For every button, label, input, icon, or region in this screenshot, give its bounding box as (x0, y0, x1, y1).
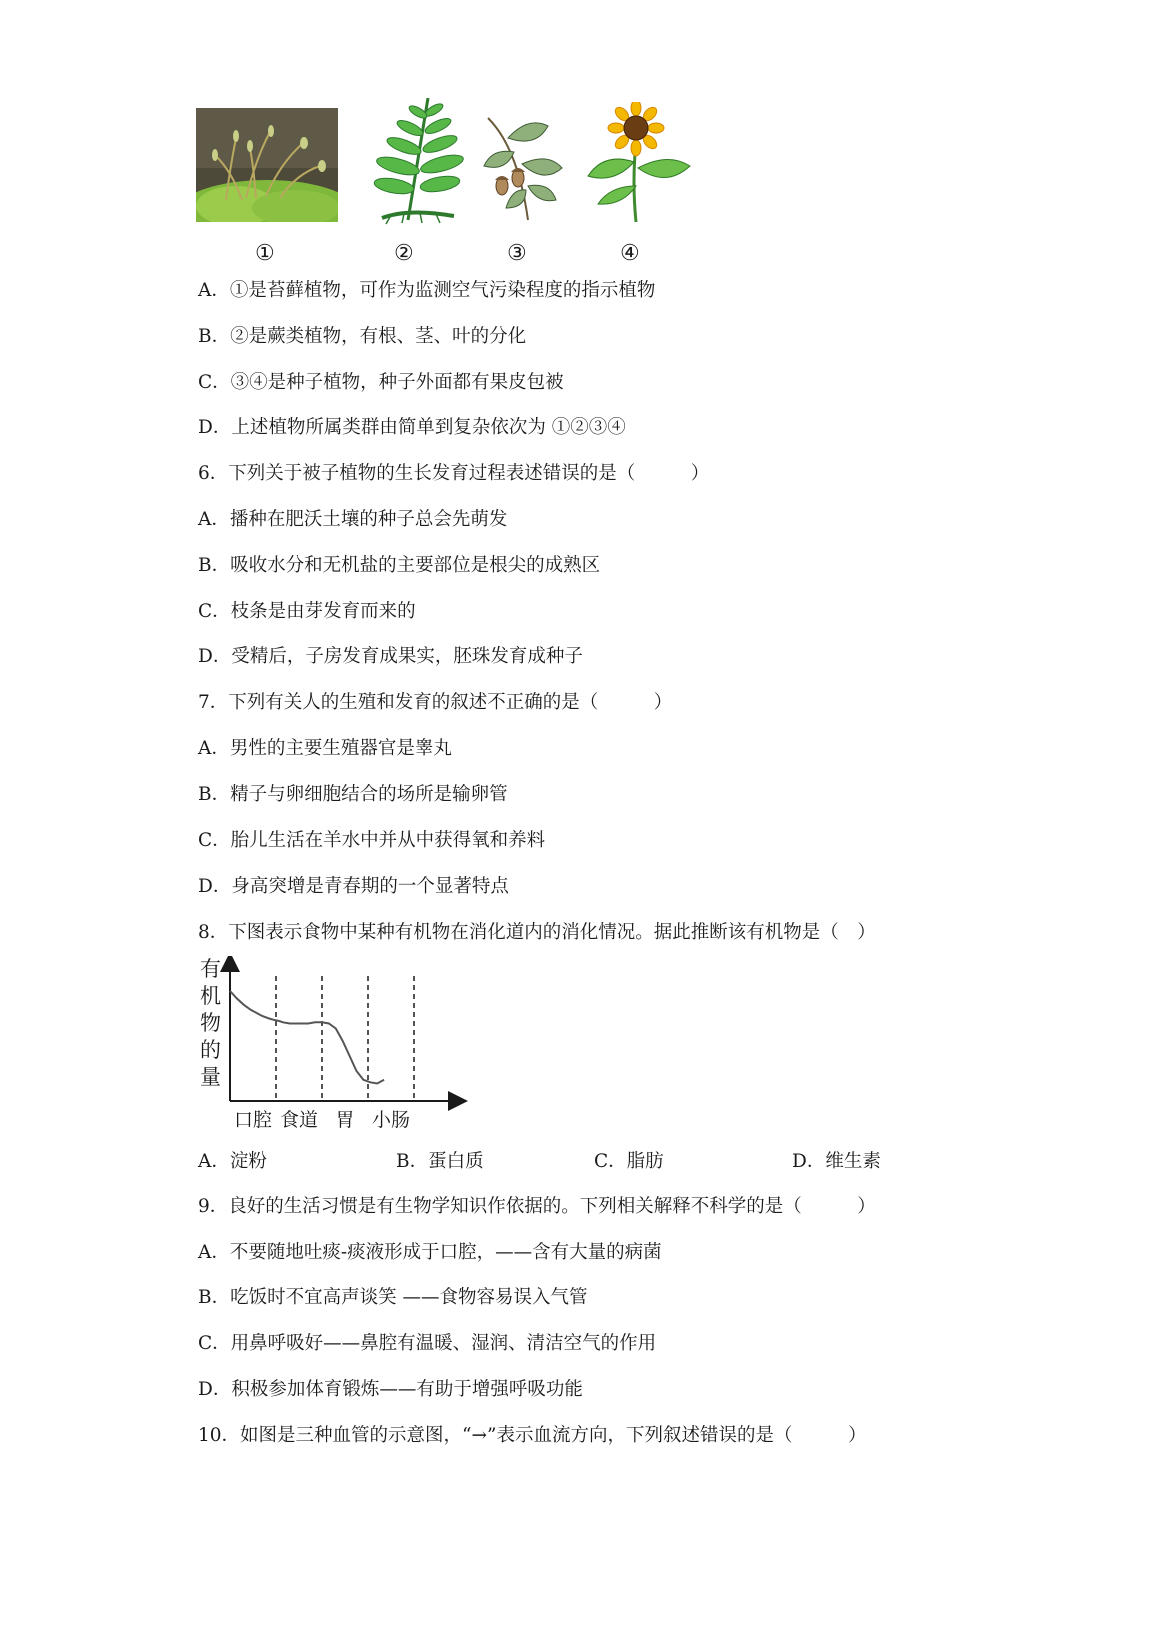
x-tick-label: 胃 (335, 1109, 355, 1131)
ylabel-char: 机 (200, 984, 221, 1008)
q5-option-d[interactable]: D．上述植物所属类群由简单到复杂依次为 ①②③④ (198, 417, 626, 438)
x-tick-label: 食道 (279, 1109, 319, 1131)
plant-label-2: ② (394, 241, 414, 266)
q5-option-a[interactable]: A．①是苔藓植物，可作为监测空气污染程度的指示植物 (198, 280, 656, 301)
q8-options (198, 1150, 918, 1174)
q6-stem: 6．下列关于被子植物的生长发育过程表述错误的是（ ） (198, 463, 710, 484)
x-tick-label: 口腔 (233, 1109, 273, 1131)
fern-icon (368, 90, 473, 225)
q6-option-b[interactable]: B．吸收水分和无机盐的主要部位是根尖的成熟区 (198, 555, 601, 576)
q9-option-d[interactable]: D．积极参加体育锻炼——有助于增强呼吸功能 (198, 1379, 583, 1400)
q7-option-b[interactable]: B．精子与卵细胞结合的场所是输卵管 (198, 784, 508, 805)
ylabel-char: 量 (200, 1065, 221, 1089)
plant-label-3: ③ (507, 241, 527, 266)
digestion-chart (190, 956, 470, 1136)
q9-option-c[interactable]: C．用鼻呼吸好——鼻腔有温暖、湿润、清洁空气的作用 (198, 1333, 657, 1354)
q9-option-b[interactable]: B．吃饭时不宜高声谈笑 ——食物容易误入气管 (198, 1287, 588, 1308)
q9-stem: 9．良好的生活习惯是有生物学知识作依据的。下列相关解释不科学的是（ ） (198, 1196, 876, 1217)
moss-photo (196, 108, 338, 222)
ylabel-char: 有 (200, 957, 221, 981)
oak-acorn-icon (478, 108, 568, 223)
q8-option-d[interactable]: D．维生素 (792, 1151, 881, 1172)
q8-option-b[interactable]: B．蛋白质 (396, 1151, 484, 1172)
q7-stem: 7．下列有关人的生殖和发育的叙述不正确的是（ ） (198, 692, 673, 713)
q8-option-a[interactable]: A．淀粉 (198, 1151, 267, 1172)
plant-label-1: ① (255, 241, 275, 266)
ylabel-char: 物 (200, 1011, 221, 1035)
sunflower-icon (584, 102, 694, 224)
q9-option-a[interactable]: A．不要随地吐痰-痰液形成于口腔，——含有大量的病菌 (198, 1242, 662, 1263)
q10-stem: 10．如图是三种血管的示意图，“→”表示血流方向，下列叙述错误的是（ ） (198, 1425, 867, 1446)
plant-label-4: ④ (620, 241, 640, 266)
q5-option-c[interactable]: C．③④是种子植物，种子外面都有果皮包被 (198, 372, 564, 393)
q6-option-d[interactable]: D．受精后，子房发育成果实，胚珠发育成种子 (198, 646, 583, 667)
q5-option-b[interactable]: B．②是蕨类植物，有根、茎、叶的分化 (198, 326, 527, 347)
ylabel-char: 的 (200, 1038, 221, 1062)
q7-option-c[interactable]: C．胎儿生活在羊水中并从中获得氧和养料 (198, 830, 546, 851)
q8-option-c[interactable]: C．脂肪 (594, 1151, 664, 1172)
x-tick-label: 小肠 (371, 1109, 411, 1131)
q8-stem: 8．下图表示食物中某种有机物在消化道内的消化情况。据此推断该有机物是（ ） (198, 922, 876, 943)
q7-option-a[interactable]: A．男性的主要生殖器官是睾丸 (198, 738, 452, 759)
q6-option-a[interactable]: A．播种在肥沃土壤的种子总会先萌发 (198, 509, 508, 530)
series-line (230, 991, 384, 1084)
q6-option-c[interactable]: C．枝条是由芽发育而来的 (198, 601, 416, 622)
q7-option-d[interactable]: D．身高突增是青春期的一个显著特点 (198, 876, 509, 897)
